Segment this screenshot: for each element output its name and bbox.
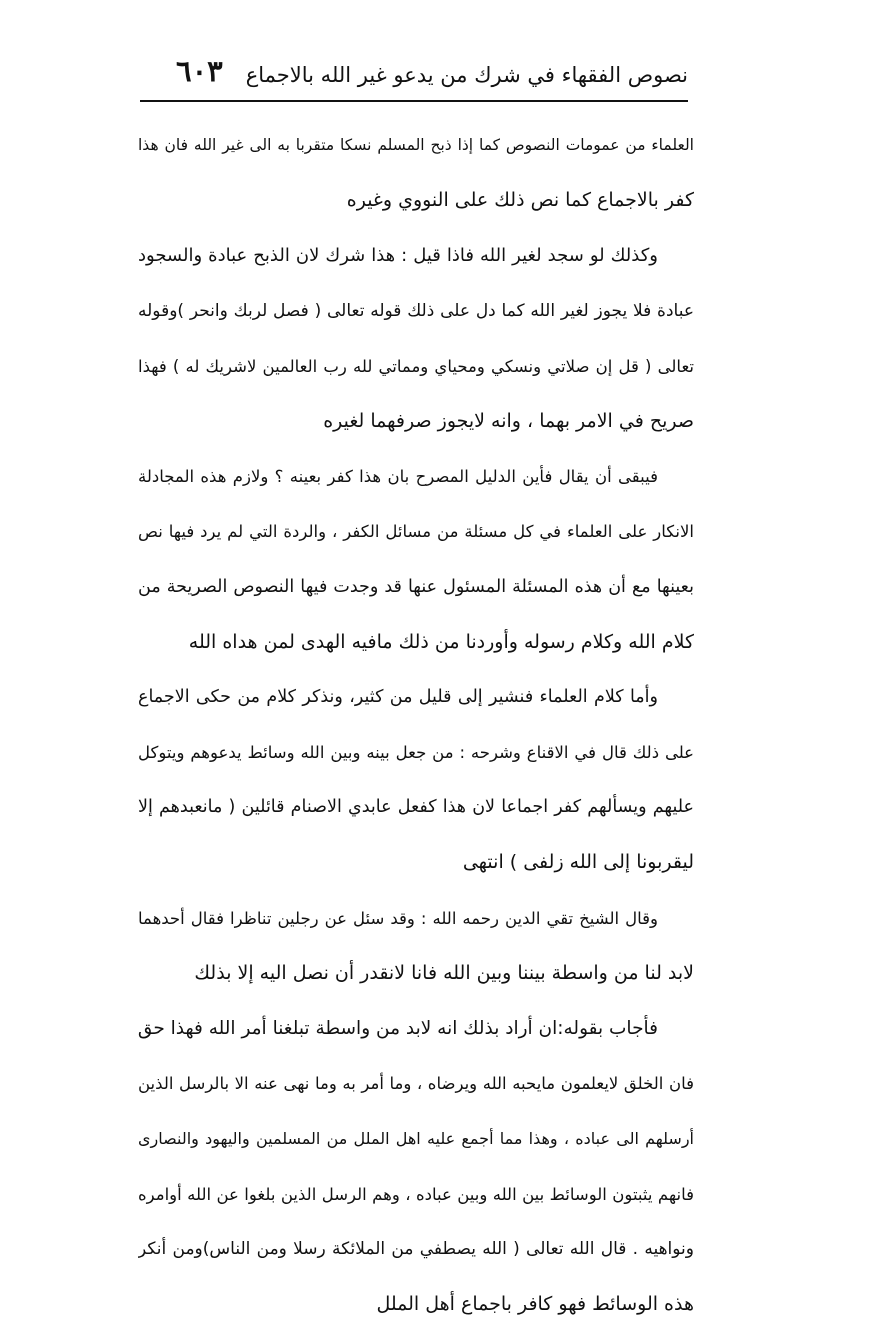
text-line: العلماء من عمومات النصوص كما إذا ذبح المسلم نسكا متقربا به الى غير الله فان هذا [138,136,694,154]
text-line: أرسلهم الى عباده ، وهذا مما أجمع عليه اهل الملل من المسلمين واليهود والنصارى [138,1129,694,1149]
text-line: وكذلك لو سجد لغير الله فاذا قيل : هذا شرك لان الذبح عبادة والسجود [138,245,658,267]
text-line: بعينها مع أن هذه المسئلة المسئول عنها قد وجدت فيها النصوص الصريحة من [138,576,694,597]
text-line: فانهم يثبتون الوسائط بين الله وبين عباده ، وهم الرسل الذين بلغوا عن الله أوامره [138,1184,694,1204]
running-title: نصوص الفقهاء في شرك من يدعو غير الله بالاجماع [245,63,688,87]
page-number: ٦٠٣ [176,54,223,88]
header-rule [140,100,688,102]
page-body [138,118,694,1332]
text-line: تعالى ( قل إن صلاتي ونسكي ومحياي ومماتي لله رب العالمين لاشريك له ) فهذا [138,356,694,376]
text-line: وقال الشيخ تقي الدين رحمه الله : وقد سئل عن رجلين تناظرا فقال أحدهما [138,908,658,928]
text-line: ونواهيه . قال الله تعالى ( الله يصطفي من الملائكة رسلا ومن الناس)ومن أنكر [138,1238,694,1259]
text-line: وأما كلام العلماء فنشير إلى قليل من كثير، ونذكر كلام من حكى الاجماع [138,686,658,707]
text-line: فان الخلق لايعلمون مايحبه الله ويرضاه ، وما أمر به وما نهى عنه الا بالرسل الذين [138,1074,694,1094]
text-line: الانكار على العلماء في كل مسئلة من مسائل الكفر ، والردة التي لم يرد فيها نص [138,522,694,542]
text-line: هذه الوسائط فهو كافر باجماع أهل الملل [376,1292,694,1315]
text-line: لابد لنا من واسطة بيننا وبين الله فانا لانقدر أن نصل اليه إلا بذلك [194,961,694,984]
text-line: ليقربونا إلى الله زلفى ) انتهى [462,851,694,874]
text-line: صريح في الامر بهما ، وانه لايجوز صرفهما لغيره [323,409,694,432]
text-line: عليهم ويسألهم كفر اجماعا لان هذا كفعل عابدي الاصنام قائلين ( مانعبدهم إلا [138,797,694,818]
text-line: على ذلك قال في الاقناع وشرحه : من جعل بينه وبين الله وسائط يدعوهم ويتوكل [138,743,694,763]
text-line: كفر بالاجماع كما نص ذلك على النووي وغيره [346,189,694,212]
text-line: فأجاب بقوله:ان أراد بذلك انه لابد من واسطة تبلغنا أمر الله فهذا حق [138,1018,658,1039]
text-line: عبادة فلا يجوز لغير الله كما دل على ذلك قوله تعالى ( فصل لربك وانحر )وقوله [138,300,694,321]
text-line: فيبقى أن يقال فأين الدليل المصرح بان هذا كفر بعينه ؟ ولازم هذه المجادلة [138,467,658,487]
text-line: كلام الله وكلام رسوله وأوردنا من ذلك مافيه الهدى لمن هداه الله [188,630,694,653]
page-header [140,50,688,102]
